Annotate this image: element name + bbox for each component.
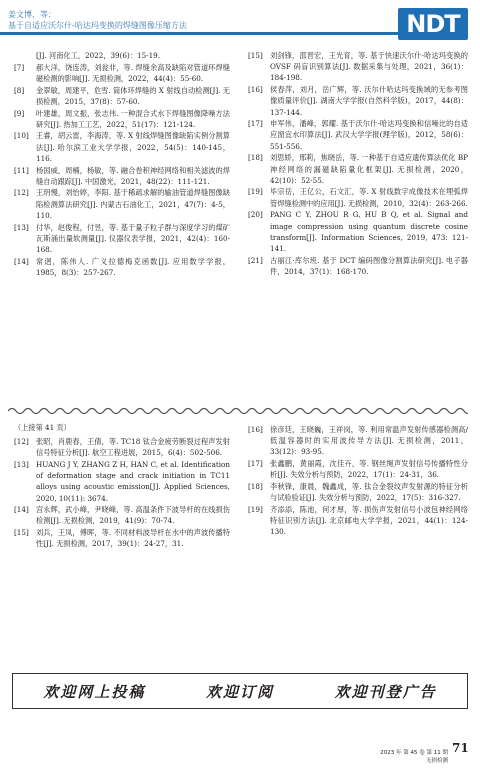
section-divider (8, 406, 468, 416)
footer-issue-info (372, 749, 448, 765)
footer-issue: 2023 年 第 45 卷 第 11 期 (380, 750, 448, 756)
reference-text: 郝大洋，饶连涛，刘瓮非，等. 焊缝余高及缺陷对管道环焊缝磁检测的影响[J]. 无损检测，2022，44(4)：55-60. (36, 62, 230, 83)
reference-item (248, 481, 468, 503)
reference-number: [9] (14, 108, 25, 118)
reference-item (14, 62, 230, 84)
reference-number: [13] (14, 222, 29, 232)
reference-text: 张昭，肖鹿春，王倩，等. TC18 钛合金疲劳断裂过程声发射信号特征分析[J]. 航空工程进展，2015，6(4)：502-506. (36, 437, 230, 458)
reference-number: [16] (248, 85, 263, 95)
reference-number: [17] (248, 459, 263, 469)
header-authors: 姜文博，等： (8, 10, 56, 19)
reference-item (248, 118, 468, 152)
reference-item (248, 152, 468, 186)
banner-advertise: 欢迎刊登广告 (334, 682, 437, 701)
references-top-right (248, 50, 468, 278)
reference-number: [18] (248, 153, 263, 163)
reference-item (14, 165, 230, 187)
reference-number: [8] (14, 85, 25, 95)
promo-banner (12, 673, 468, 709)
reference-text: 徐彦廷，王晓巍，王祥岗，等. 利用常温声发射传感器检测高/低温容器时的实用波传导方法[J]. 无损检测，2011，33(12)：93-95. (270, 425, 468, 457)
reference-number: [12] (14, 437, 29, 446)
reference-number: [18] (248, 482, 263, 492)
reference-text: 王睿，胡云雷，李海涛，等. X 射线焊缝图像缺陷实例分割算法[J]. 哈尔滨工业大学学报，2022，54(5)：140-145，116. (36, 131, 230, 163)
references-top-left (14, 50, 230, 279)
footer-journal: 无损检测 (425, 758, 448, 764)
reference-text: 付华，赵俊程，付昱，等. 基于量子粒子群与深度学习的煤矿瓦斯涌出量软测量[J]. 仪器仪表学报，2021，42(4)：160-168. (36, 222, 230, 254)
reference-text: 申军伟，潘峰，郭耀. 基于沃尔什-哈达玛变换和信噪比的自适应窗宜水印算法[J]. 武汉大学学报(理学版)，2012，58(6)：551-556. (270, 119, 468, 151)
reference-item (248, 50, 468, 84)
reference-text: 刘兵，王凤，傅晖，等. 不同材料波导杆在水中的声波传播特性[J]. 无损检测，2017，39(1)：24-27，31. (36, 528, 230, 549)
reference-text: 张鑫鹏，黄丽霞，沈佳卉，等. 钢丝绳声发射信号传播特性分析[J]. 失效分析与预防，2022，17(1)：24-31，36. (270, 459, 468, 480)
reference-number: [13] (14, 459, 29, 469)
reference-number: [16] (248, 425, 263, 434)
reference-item (14, 50, 230, 61)
reference-item (248, 458, 468, 480)
reference-text: 古丽江·库尔班. 基于 DCT 编码图像分割算法研究[J]. 电子器件，2014，37(1)：168-170. (270, 255, 468, 276)
reference-item (14, 436, 230, 458)
reference-number: [20] (248, 210, 263, 220)
reference-text: PANG C Y, ZHOU R G, HU B Q, et al. Signal and image compression using quantum discrete cosine transform[J]. Information Sciences, 2019, 473: 121-141. (270, 210, 468, 253)
reference-number: [12] (14, 188, 29, 198)
reference-text: 刘剑锋，邵晋宏，王光育，等. 基于快速沃尔什-哈达玛变换的 OVSF 码盲识别算法[J]. 数据采集与处理，2021，36(1)：184-198. (270, 51, 468, 83)
continued-from-note: （上接第 41 页） (14, 423, 71, 432)
reference-number: [19] (248, 504, 263, 514)
reference-number: [7] (14, 62, 25, 72)
reference-text: [J]. 河南化工，2022，39(6)：15-19. (36, 51, 160, 60)
reference-number: [10] (14, 131, 29, 141)
reference-item (248, 186, 468, 208)
reference-text: 常迥，陈伟人. 广义拉德梅克函数[J]. 应用数学学报，1985，8(3)：257-267. (36, 256, 230, 277)
reference-text: 刘思娇，邢莉，焦晓岳，等. 一种基于自适应遗传算法优化 BP 神经网络的漏磁缺陷量化框架[J]. 无损检测，2020，42(10)：52-55. (270, 153, 468, 185)
references-bottom-right (248, 424, 468, 538)
running-header (8, 9, 348, 31)
banner-subscribe: 欢迎订阅 (205, 682, 274, 701)
reference-number: [14] (14, 256, 29, 266)
reference-item (14, 504, 230, 526)
reference-text: 杨国威，周楠，杨敏，等. 融合卷积神经网络和相关滤波的焊缝自动跟踪[J]. 中国激光，2021，48(22)：111-121. (36, 165, 230, 186)
reference-item (14, 256, 230, 278)
reference-item (14, 130, 230, 164)
reference-text: HUANG J Y, ZHANG Z H, HAN C, et al. Identification of deformation stage and crack initiation in TC11 alloys using acoustic emission[J]. Applied Sciences, 2020, 10(11): 3674. (36, 459, 230, 503)
reference-item (14, 187, 230, 221)
reference-text: 王玥慢，刘怡婷，李阳. 基于稀疏求解的输油管道焊缝图像缺陷检测算法研究[J]. 内蒙古石油化工，2021，47(7)：4-5，110. (36, 188, 230, 220)
journal-logo: NDT (398, 8, 468, 40)
reference-item (248, 209, 468, 254)
reference-number: [14] (14, 505, 29, 515)
reference-text: 叶建雄，周文振，张志伟. 一种混合式水下焊缝图像降噪方法研究[J]. 热加工工艺，2022，51(17)：121-124. (36, 108, 230, 129)
reference-item (248, 504, 468, 538)
reference-item (248, 255, 468, 277)
reference-item (14, 108, 230, 130)
reference-number: [15] (248, 51, 263, 60)
reference-number: [17] (248, 119, 263, 129)
header-title: 基于自适应沃尔什-哈达玛变换的焊缝图像压缩方法 (8, 21, 187, 30)
reference-item (14, 85, 230, 107)
reference-item (14, 459, 230, 504)
reference-item (14, 527, 230, 549)
reference-text: 金翠敏，周建平，危雪. 筒体环焊缝的 X 射线自动检测[J]. 无损检测，2015，37(8)：57-60. (36, 85, 230, 106)
page-number: 71 (452, 741, 469, 755)
reference-text: 李秋锋，康晨，魏鑫成，等. 钛合金裂纹声发射源的特征分析与试验验证[J]. 失效分析与预防，2022，17(5)：316-327. (270, 482, 468, 503)
reference-number: [19] (248, 187, 263, 197)
reference-number: [21] (248, 255, 263, 265)
reference-item (248, 84, 468, 118)
reference-number: [11] (14, 165, 29, 175)
reference-text: 齐添添，陈池，何才厚，等. 损伤声发射信号小波包神经网络特征识别方法[J]. 北京邮电大学学报，2021，44(1)：124-130. (270, 504, 468, 537)
banner-submit: 欢迎网上投稿 (43, 682, 146, 701)
references-bottom-left (14, 436, 230, 550)
reference-item (248, 424, 468, 458)
reference-text: 毕宗岳，王亿公，石文汇，等. X 射线数字成像技术在埋弧焊管焊缝检测中的应用[J]. 无损检测，2010，32(4)：263-266. (270, 187, 468, 208)
header-rule (0, 32, 400, 35)
reference-text: 侯春萍，刘月，岳广辉，等. 沃尔什哈达玛变换域的无参考图像质量评价[J]. 湖南大学学报(自然科学版)，2017，44(8)：137-144. (270, 85, 468, 117)
reference-text: 宫永辉，武小峰，尹晓峰，等. 高温条件下波导杆的在线损伤检测[J]. 无损检测，2019，41(9)：70-74. (36, 505, 230, 526)
reference-item (14, 222, 230, 256)
reference-number: [15] (14, 528, 29, 538)
